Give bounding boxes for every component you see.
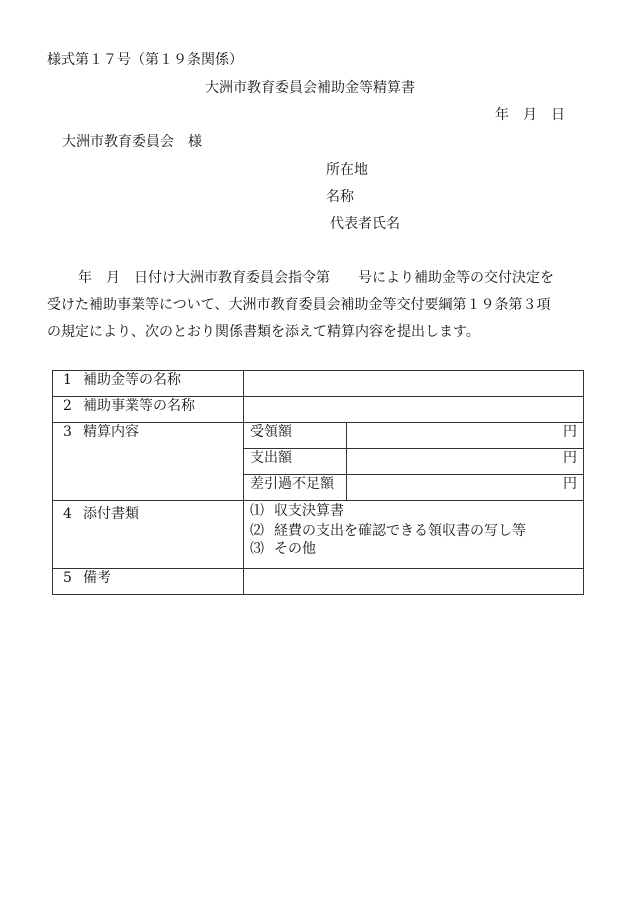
body-paragraph <box>47 265 592 346</box>
row-2-label-cell: 2 補助事業等の名称 <box>53 397 244 423</box>
table-row <box>53 423 584 449</box>
document-title: 大洲市教育委員会補助金等精算書 <box>205 80 415 96</box>
attachments-list <box>244 501 584 569</box>
expenditure-label: 支出額 <box>244 449 347 475</box>
representative-label: 代表者氏名 <box>330 216 400 232</box>
addressee: 大洲市教育委員会 様 <box>62 134 202 150</box>
list-item: ⑴ 収支決算書 <box>250 503 344 519</box>
balance-cell[interactable]: 円 <box>347 475 584 501</box>
body-line-1 <box>47 265 592 292</box>
table-row <box>53 371 584 397</box>
received-amount-label: 受領額 <box>244 423 347 449</box>
row-5-label-cell: 5 備考 <box>53 569 244 595</box>
row-4-label-cell: 4 添付書類 <box>53 501 244 569</box>
expenditure-cell[interactable]: 円 <box>347 449 584 475</box>
date-month: 月 <box>523 107 537 123</box>
body-month: 月 <box>106 270 120 286</box>
form-number: 様式第１７号（第１９条関係） <box>47 52 243 68</box>
date-line <box>495 107 565 123</box>
name-label: 名称 <box>326 189 354 205</box>
date-year: 年 <box>495 107 509 123</box>
row-1-label-cell: 1 補助金等の名称 <box>53 371 244 397</box>
list-item: ⑵ 経費の支出を確認できる領収書の写し等 <box>250 523 526 539</box>
subsidy-name-cell[interactable] <box>244 371 584 397</box>
table-row <box>53 569 584 595</box>
address-label: 所在地 <box>326 162 368 178</box>
settlement-table <box>52 370 584 595</box>
received-amount-cell[interactable]: 円 <box>347 423 584 449</box>
row-3-label-cell: 3 精算内容 <box>53 423 244 501</box>
table-row <box>53 397 584 423</box>
table-row <box>53 501 584 569</box>
balance-label: 差引過不足額 <box>244 475 347 501</box>
body-decision: 号により補助金等の交付決定を <box>358 270 554 286</box>
body-year: 年 <box>78 270 92 286</box>
date-day: 日 <box>551 107 565 123</box>
remarks-cell[interactable] <box>244 569 584 595</box>
body-line-3: の規定により、次のとおり関係書類を添えて精算内容を提出します。 <box>47 324 480 340</box>
project-name-cell[interactable] <box>244 397 584 423</box>
body-line-2: 受けた補助事業等について、大洲市教育委員会補助金等交付要綱第１９条第３項 <box>47 297 551 313</box>
body-directive: 日付け大洲市教育委員会指令第 <box>134 270 330 286</box>
list-item: ⑶ その他 <box>250 541 316 557</box>
